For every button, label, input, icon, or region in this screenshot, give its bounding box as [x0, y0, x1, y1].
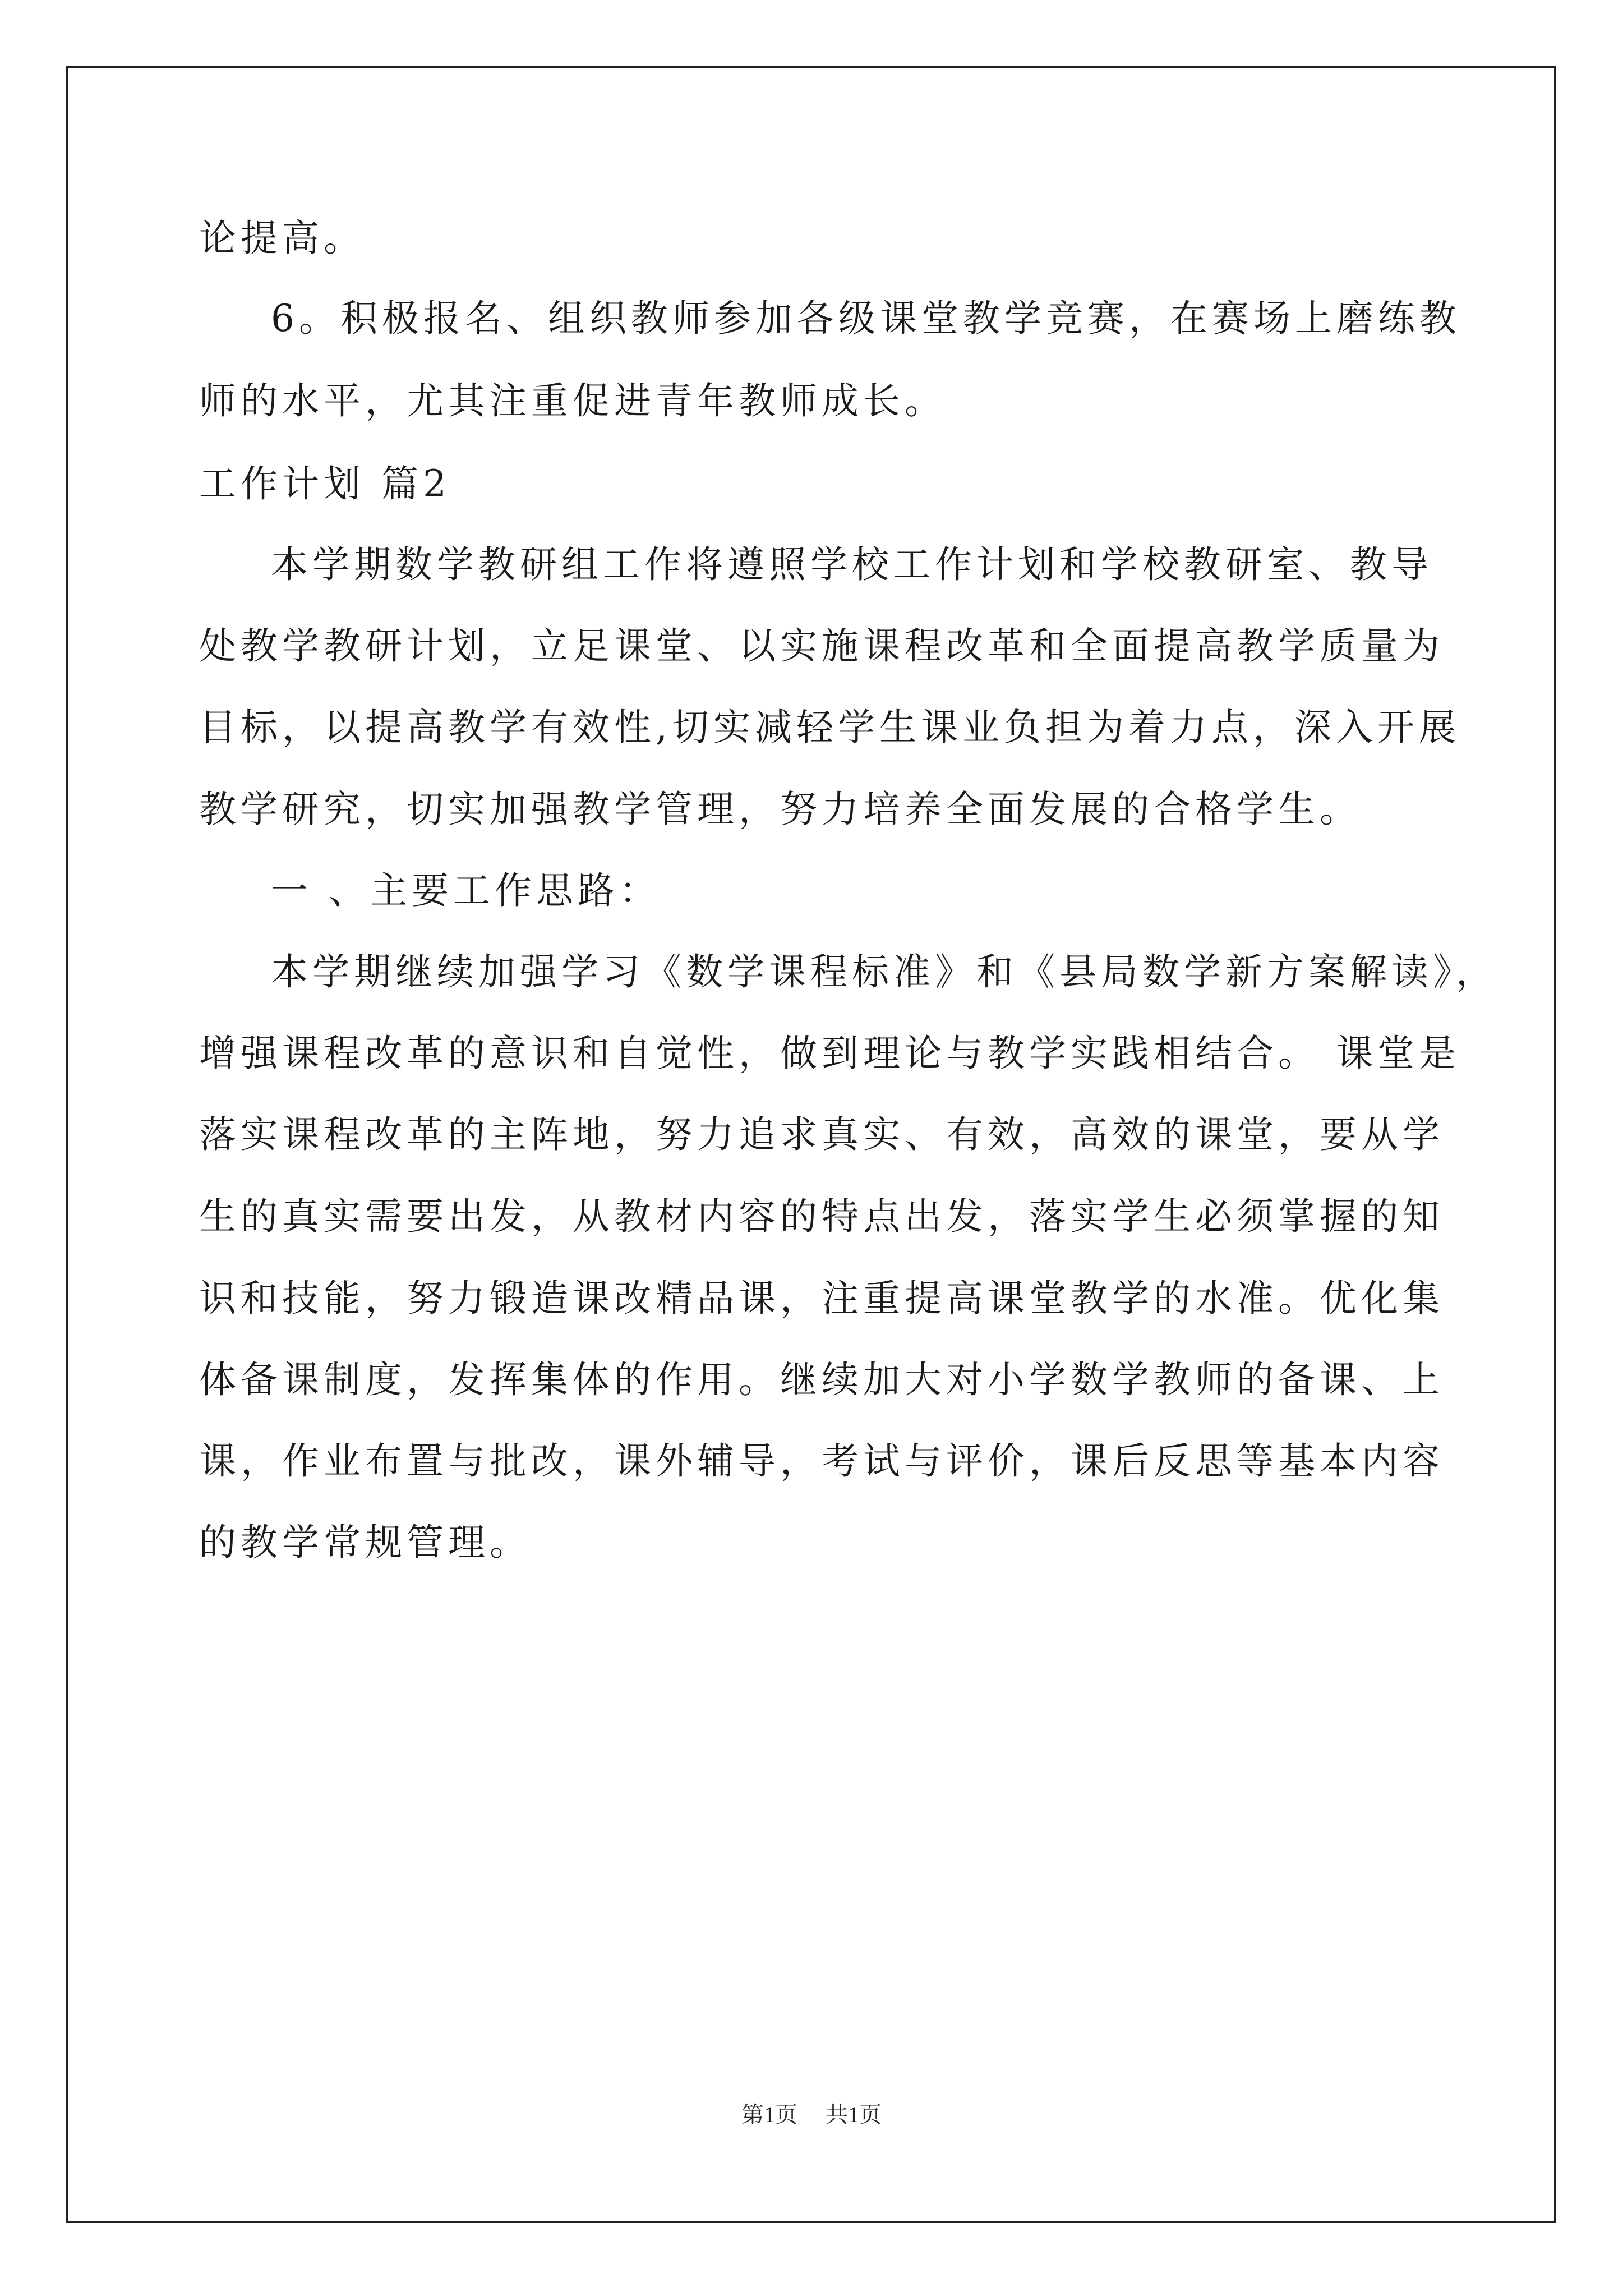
page-footer [0, 2101, 1623, 2129]
text-line: 落实课程改革的主阵地，努力追求真实、有效，高效的课堂，要从学 [199, 1113, 1444, 1156]
text-line: 处教学教研计划，立足课堂、以实施课程改革和全面提高教学质量为 [199, 624, 1444, 668]
text-line: 生的真实需要出发，从教材内容的特点出发，落实学生必须掌握的知 [199, 1195, 1444, 1238]
text-line: 识和技能，努力锻造课改精品课，注重提高课堂教学的水准。优化集 [199, 1277, 1444, 1320]
subsection-heading: 一 、主要工作思路： [271, 869, 661, 912]
text-line: 目标，以提高教学有效性,切实减轻学生课业负担为着力点，深入开展 [199, 706, 1460, 749]
page-number: 第1页 [741, 2102, 797, 2127]
text-line: 课，作业布置与批改，课外辅导，考试与评价，课后反思等基本内容 [199, 1439, 1444, 1483]
text-line: 增强课程改革的意识和自觉性，做到理论与教学实践相结合。 课堂是 [199, 1032, 1460, 1075]
section-heading: 工作计划 篇2 [199, 462, 451, 505]
paragraph-start: 本学期继续加强学习《数学课程标准》和《县局数学新方案解读》， [271, 950, 1497, 993]
text-line: 体备课制度，发挥集体的作用。继续加大对小学数学教师的备课、上 [199, 1358, 1444, 1401]
text-line: 的教学常规管理。 [199, 1521, 531, 1564]
text-line: 论提高。 [199, 217, 365, 260]
paragraph-start: 本学期数学教研组工作将遵照学校工作计划和学校教研室、教导 [271, 543, 1433, 586]
page-total: 共1页 [826, 2102, 882, 2127]
list-item-6: 6。积极报名、组织教师参加各级课堂教学竞赛，在赛场上磨练教 [271, 297, 1461, 340]
text-line: 师的水平，尤其注重促进青年教师成长。 [199, 379, 946, 422]
text-line: 教学研究，切实加强教学管理，努力培养全面发展的合格学生。 [199, 788, 1361, 831]
